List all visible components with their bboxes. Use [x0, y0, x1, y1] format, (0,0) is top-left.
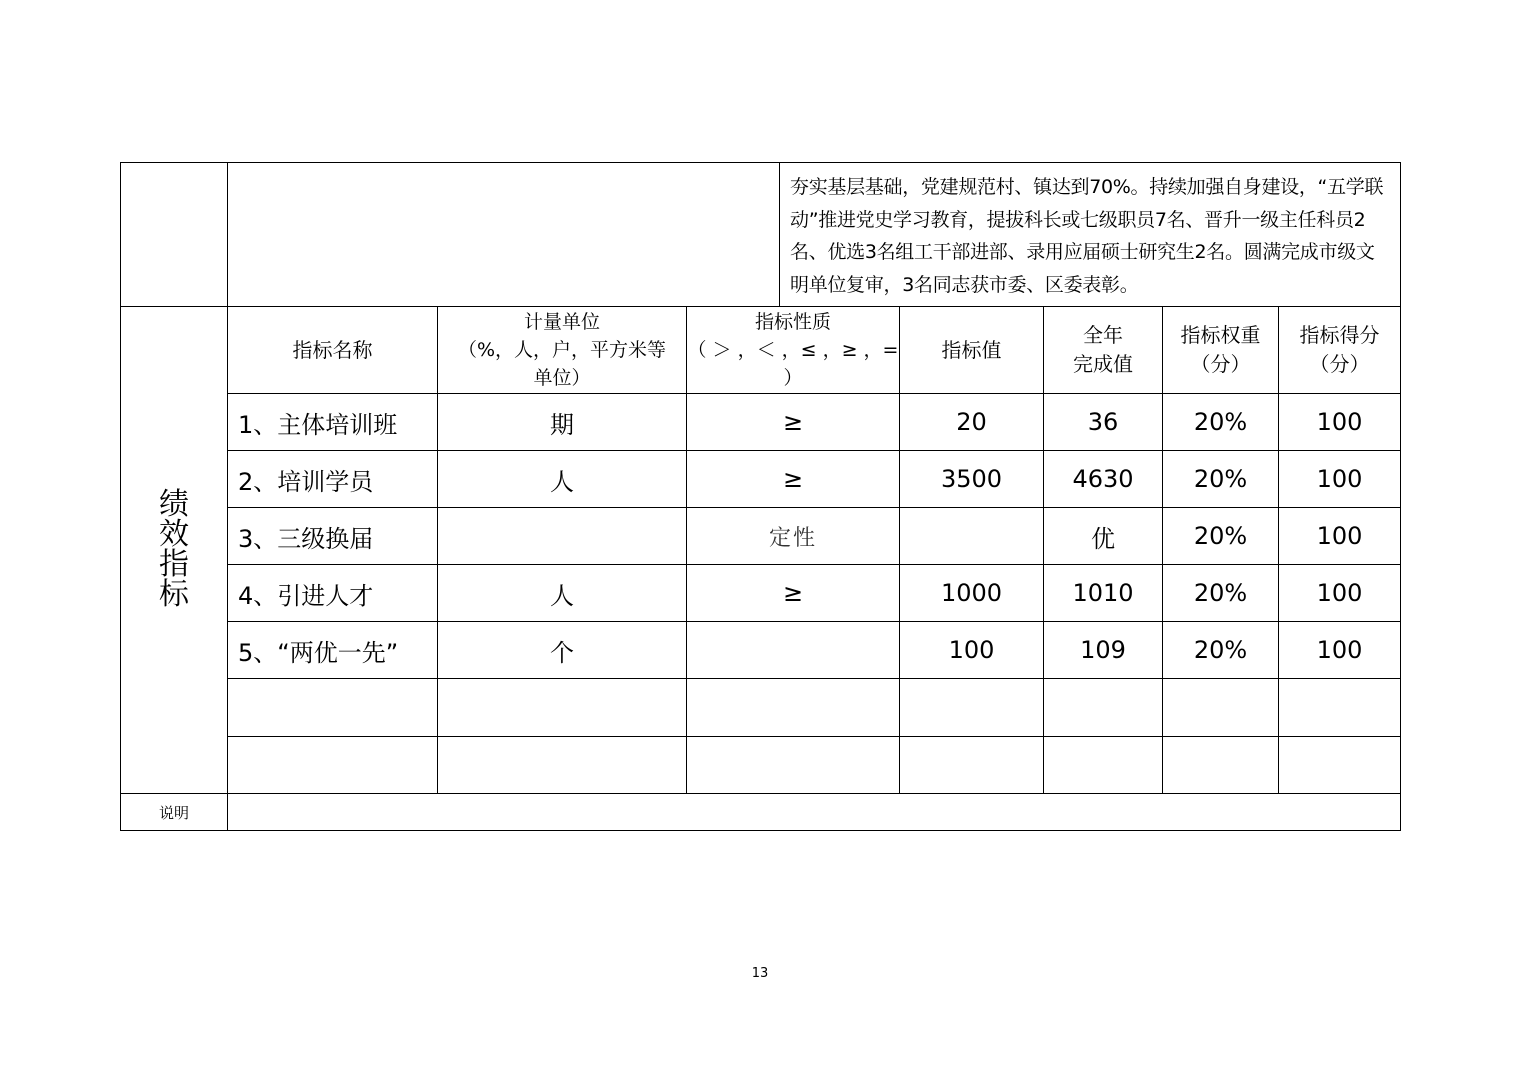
indicator-weight: 20%: [1163, 622, 1279, 679]
empty-cell: [1163, 679, 1279, 737]
empty-cell: [900, 737, 1044, 794]
table-row: [121, 508, 1401, 565]
table-row: [121, 394, 1401, 451]
empty-cell: [1044, 679, 1163, 737]
indicator-nature: ≥: [687, 565, 900, 622]
indicator-weight: 20%: [1163, 508, 1279, 565]
header-target: 指标值: [900, 307, 1044, 394]
indicator-actual: 1010: [1044, 565, 1163, 622]
indicator-target: 3500: [900, 451, 1044, 508]
indicator-unit: 期: [438, 394, 687, 451]
indicator-nature: ≥: [687, 394, 900, 451]
indicator-score: 100: [1279, 451, 1401, 508]
header-unit: [438, 307, 687, 394]
indicator-unit: 个: [438, 622, 687, 679]
header-actual: [1044, 307, 1163, 394]
indicator-unit: 人: [438, 565, 687, 622]
indicator-target: [900, 508, 1044, 565]
header-actual-line1: 全年: [1083, 323, 1124, 347]
header-unit-line3: 单位）: [533, 367, 591, 389]
indicator-score: 100: [1279, 622, 1401, 679]
header-nature-line2: （ ＞ ，＜ ，≤ ，≥ ，= ）: [687, 339, 899, 389]
indicator-target: 20: [900, 394, 1044, 451]
note-label: 说明: [121, 794, 228, 831]
indicator-actual: 优: [1044, 508, 1163, 565]
description-side-cell: [121, 163, 228, 307]
empty-cell: [687, 679, 900, 737]
header-score: [1279, 307, 1401, 394]
indicator-score: 100: [1279, 394, 1401, 451]
empty-cell: [228, 737, 438, 794]
header-actual-line2: 完成值: [1073, 352, 1134, 376]
indicator-weight: 20%: [1163, 565, 1279, 622]
header-weight-line1: 指标权重: [1180, 323, 1261, 347]
indicator-target: 100: [900, 622, 1044, 679]
indicator-name: 4、引进人才: [228, 565, 438, 622]
header-weight-line2: （分）: [1190, 352, 1251, 376]
empty-cell: [1044, 737, 1163, 794]
table-row: [121, 451, 1401, 508]
note-content: [228, 794, 1401, 831]
description-row: [121, 163, 1401, 307]
indicator-actual: 4630: [1044, 451, 1163, 508]
empty-cell: [1163, 737, 1279, 794]
empty-cell: [228, 679, 438, 737]
empty-cell: [438, 679, 687, 737]
indicator-name: 5、“两优一先”: [228, 622, 438, 679]
section-label-cell: [121, 307, 228, 794]
header-weight: [1163, 307, 1279, 394]
indicator-score: 100: [1279, 565, 1401, 622]
description-text: 夯实基层基础，党建规范村、镇达到70%。持续加强自身建设，“五学联动”推进党史学习教育，提拔科长或七级职员7名、晋升一级主任科员2名、优选3名组工干部进部、录用应届硕士研究生2名。圆满完成市级文明单位复审，3名同志获市委、区委表彰。: [780, 163, 1401, 307]
note-row: [121, 794, 1401, 831]
indicator-name: 1、主体培训班: [228, 394, 438, 451]
indicator-unit: [438, 508, 687, 565]
header-name: 指标名称: [228, 307, 438, 394]
indicator-score: 100: [1279, 508, 1401, 565]
empty-cell: [687, 737, 900, 794]
header-row: [121, 307, 1401, 394]
empty-row: [121, 737, 1401, 794]
indicator-weight: 20%: [1163, 394, 1279, 451]
indicator-target: 1000: [900, 565, 1044, 622]
indicator-unit: 人: [438, 451, 687, 508]
table-row: [121, 565, 1401, 622]
header-score-line2: （分）: [1309, 352, 1370, 376]
indicator-nature: ≥: [687, 451, 900, 508]
header-score-line1: 指标得分: [1299, 323, 1380, 347]
indicator-nature: 定性: [687, 508, 900, 565]
empty-cell: [900, 679, 1044, 737]
indicator-name: 3、三级换届: [228, 508, 438, 565]
page-number: 13: [751, 966, 769, 981]
indicator-nature: [687, 622, 900, 679]
indicator-actual: 109: [1044, 622, 1163, 679]
table-row: [121, 622, 1401, 679]
indicator-actual: 36: [1044, 394, 1163, 451]
header-unit-line1: 计量单位: [523, 311, 600, 333]
header-nature: [687, 307, 900, 394]
empty-cell: [1279, 679, 1401, 737]
performance-table: [120, 162, 1401, 831]
section-label: 绩效指标: [159, 487, 189, 612]
empty-cell: [1279, 737, 1401, 794]
header-unit-line2: （%，人，户，平方米等: [457, 339, 667, 361]
indicator-name: 2、培训学员: [228, 451, 438, 508]
empty-cell: [438, 737, 687, 794]
indicator-weight: 20%: [1163, 451, 1279, 508]
header-nature-line1: 指标性质: [755, 311, 832, 333]
description-blank-cell: [228, 163, 780, 307]
empty-row: [121, 679, 1401, 737]
